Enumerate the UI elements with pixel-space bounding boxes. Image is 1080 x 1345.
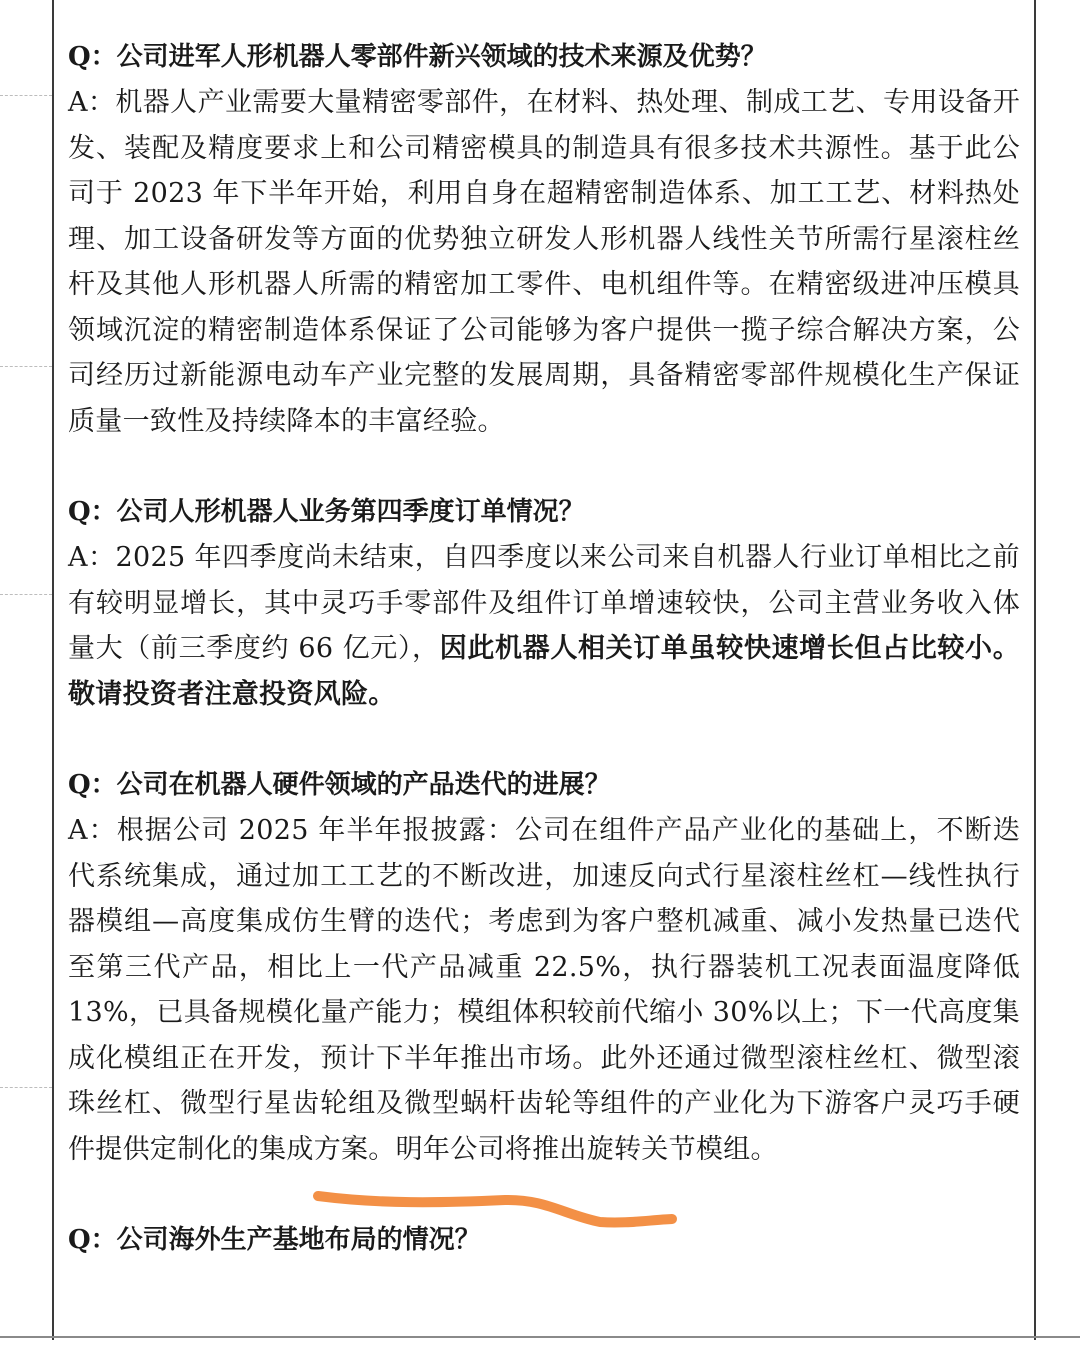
answer-paragraph xyxy=(68,535,1020,717)
question-heading: Q：公司海外生产基地布局的情况？ xyxy=(68,1225,481,1255)
qa-block xyxy=(68,762,1020,1172)
table-right-border xyxy=(1034,0,1036,1340)
question-heading: Q：公司进军人形机器人零部件新兴领域的技术来源及优势？ xyxy=(68,42,767,72)
margin-rule xyxy=(0,594,52,596)
margin-rule xyxy=(0,1087,52,1089)
answer-paragraph: A：机器人产业需要大量精密零部件，在材料、热处理、制成工艺、专用设备开发、装配及精度要求上和公司精密模具的制造具有很多技术共源性。基于此公司于 2023 年下半年开始，利用自身在超精密制造体系、加工工艺、材料热处理、加工设备研发等方面的优势独立研发人形机器人线性关节所需行星滚柱丝杆及其他人形机器人所需的精密加工零件、电机组件等。在精密级进冲压模具领域沉淀的精密制造体系保证了公司能够为客户提供一揽子综合解决方案，公司经历过新能源电动车产业完整的发展周期，具备精密零部件规模化生产保证质量一致性及持续降本的丰富经验。 xyxy=(68,87,1020,437)
table-bottom-border xyxy=(0,1336,1080,1338)
qa-content xyxy=(68,34,1020,1263)
question-heading: Q：公司人形机器人业务第四季度订单情况？ xyxy=(68,497,585,527)
table-left-border xyxy=(52,0,54,1340)
qa-block xyxy=(68,34,1020,444)
answer-paragraph: A：根据公司 2025 年半年报披露：公司在组件产品产业化的基础上，不断迭代系统集成，通过加工工艺的不断改进，加速反向式行星滚柱丝杠—线性执行器模组—高度集成仿生臂的迭代；考虑到为客户整机减重、减小发热量已迭代至第三代产品，相比上一代产品减重 22.5%，执行器装机工况表面温度降低 13%，已具备规模化量产能力；模组体积较前代缩小 30%以上；下一代高度集成化模组正在开发，预计下半年推出市场。此外还通过微型滚柱丝杠、微型滚珠丝杠、微型行星齿轮组及微型蜗杆齿轮等组件的产业化为下游客户灵巧手硬件提供定制化的集成方案。明年公司将推出旋转关节模组。 xyxy=(68,815,1020,1165)
margin-rule xyxy=(0,366,52,368)
answer-emphasis: 因此机器人相关订单虽较快速增长但占比较小。敬请投资者注意投资风险。 xyxy=(68,633,1020,710)
margin-rule xyxy=(0,95,52,97)
qa-block xyxy=(68,1217,1020,1263)
qa-block xyxy=(68,489,1020,717)
answer-text: A：2025 年四季度尚未结束，自四季度以来公司来自机器人行业订单相比之前有较明显增长，其中灵巧手零部件及组件订单增速较快，公司主营业务收入体量大（前三季度约 66 亿元）， xyxy=(68,542,1020,664)
question-heading: Q：公司在机器人硬件领域的产品迭代的进展？ xyxy=(68,770,611,800)
